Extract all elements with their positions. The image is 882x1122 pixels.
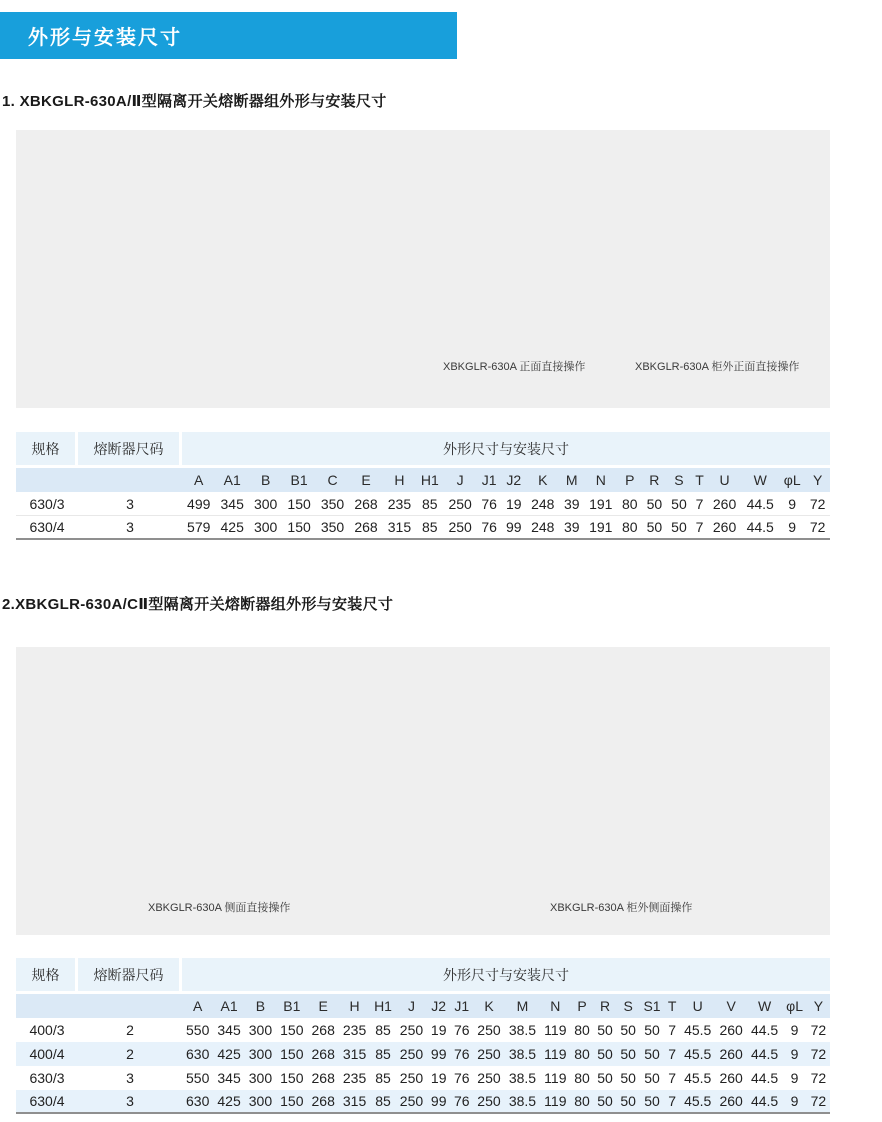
dim-letter-header: B xyxy=(245,994,276,1018)
dimensions-table xyxy=(16,958,830,1114)
figure-caption: XBKGLR-630A 柜外侧面操作 xyxy=(550,902,693,914)
dim-letter-header: K xyxy=(526,468,559,492)
dim-value-cell: 119 xyxy=(540,1066,570,1090)
spec-cell: 630/4 xyxy=(16,1090,78,1114)
dim-value-cell: 76 xyxy=(450,1090,473,1114)
dim-value-cell: 350 xyxy=(316,516,349,540)
dimensions-table-2 xyxy=(16,958,830,1114)
dim-value-cell: 50 xyxy=(640,1018,665,1042)
dim-letter-header: R xyxy=(594,994,617,1018)
dim-letter-header: M xyxy=(505,994,541,1018)
dim-value-cell: 72 xyxy=(807,1090,830,1114)
dim-value-cell: 550 xyxy=(182,1018,213,1042)
dim-value-cell: 85 xyxy=(370,1066,396,1090)
dim-value-cell: 250 xyxy=(473,1042,504,1066)
dim-value-cell: 45.5 xyxy=(680,1090,716,1114)
dim-value-cell: 250 xyxy=(473,1090,504,1114)
dim-value-cell: 315 xyxy=(339,1042,370,1066)
dim-letter-header: N xyxy=(540,994,570,1018)
dim-value-cell: 235 xyxy=(339,1066,370,1090)
dim-value-cell: 268 xyxy=(308,1018,339,1042)
dim-value-cell: 76 xyxy=(477,516,502,540)
dim-value-cell: 50 xyxy=(594,1042,617,1066)
table-row xyxy=(16,516,830,540)
dim-value-cell: 150 xyxy=(276,1090,307,1114)
dim-value-cell: 250 xyxy=(396,1042,427,1066)
dim-value-cell: 19 xyxy=(501,492,526,516)
fuse-size-cell: 3 xyxy=(78,1066,182,1090)
dim-letter-header: Y xyxy=(805,468,830,492)
dim-value-cell: 345 xyxy=(213,1018,244,1042)
dim-value-cell: 38.5 xyxy=(505,1042,541,1066)
dim-letter-header: T xyxy=(664,994,680,1018)
dim-value-cell: 80 xyxy=(570,1018,593,1042)
dim-value-cell: 9 xyxy=(782,1018,806,1042)
dim-letter-header: S xyxy=(667,468,692,492)
dim-letter-header: S xyxy=(617,994,640,1018)
spec-cell: 630/3 xyxy=(16,492,78,516)
dim-value-cell: 44.5 xyxy=(747,1042,783,1066)
fuse-size-cell: 2 xyxy=(78,1018,182,1042)
dim-value-cell: 425 xyxy=(215,516,248,540)
spacer-cell xyxy=(16,468,78,492)
dim-value-cell: 119 xyxy=(540,1042,570,1066)
dim-letter-header: M xyxy=(559,468,584,492)
dim-letter-header: T xyxy=(691,468,708,492)
dim-value-cell: 250 xyxy=(396,1066,427,1090)
dim-value-cell: 315 xyxy=(339,1090,370,1114)
dim-value-cell: 50 xyxy=(642,492,667,516)
dim-letter-header: H1 xyxy=(416,468,443,492)
dim-letter-header: A xyxy=(182,468,215,492)
dim-value-cell: 260 xyxy=(715,1066,746,1090)
dim-value-cell: 345 xyxy=(213,1066,244,1090)
dim-value-cell: 19 xyxy=(427,1018,450,1042)
dim-value-cell: 150 xyxy=(276,1066,307,1090)
dim-value-cell: 50 xyxy=(594,1018,617,1042)
table-row xyxy=(16,1066,830,1090)
dim-letter-header: A xyxy=(182,994,213,1018)
dim-value-cell: 7 xyxy=(664,1066,680,1090)
table-row xyxy=(16,1042,830,1066)
dim-value-cell: 191 xyxy=(584,516,617,540)
dim-letter-header: H xyxy=(383,468,416,492)
spec-cell: 400/3 xyxy=(16,1018,78,1042)
dimensions-group-header: 外形尺寸与安装尺寸 xyxy=(182,958,830,994)
dim-value-cell: 50 xyxy=(594,1066,617,1090)
dim-value-cell: 250 xyxy=(473,1018,504,1042)
dim-value-cell: 235 xyxy=(339,1018,370,1042)
dim-value-cell: 80 xyxy=(618,516,643,540)
dim-value-cell: 579 xyxy=(182,516,215,540)
dim-value-cell: 72 xyxy=(805,516,830,540)
dim-value-cell: 50 xyxy=(640,1042,665,1066)
dim-value-cell: 300 xyxy=(245,1090,276,1114)
dim-value-cell: 76 xyxy=(477,492,502,516)
dim-value-cell: 50 xyxy=(640,1066,665,1090)
dim-value-cell: 150 xyxy=(276,1018,307,1042)
dim-value-cell: 9 xyxy=(779,516,805,540)
dim-value-cell: 9 xyxy=(779,492,805,516)
dim-letter-header: J1 xyxy=(477,468,502,492)
dim-letter-header: P xyxy=(618,468,643,492)
dim-letter-header: B xyxy=(249,468,282,492)
figure-front-operation xyxy=(16,130,830,408)
dim-value-cell: 268 xyxy=(349,492,382,516)
dim-value-cell: 45.5 xyxy=(680,1066,716,1090)
dim-value-cell: 72 xyxy=(807,1066,830,1090)
dim-letter-header: B1 xyxy=(282,468,315,492)
dimensions-group-header: 外形尺寸与安装尺寸 xyxy=(182,432,830,468)
dim-letter-header: J1 xyxy=(450,994,473,1018)
dim-value-cell: 191 xyxy=(584,492,617,516)
table-row xyxy=(16,492,830,516)
spacer-cell xyxy=(16,994,78,1018)
table-row xyxy=(16,1018,830,1042)
dim-value-cell: 45.5 xyxy=(680,1018,716,1042)
dim-letter-header: S1 xyxy=(640,994,665,1018)
dim-letter-header: A1 xyxy=(215,468,248,492)
fuse-size-column-header: 熔断器尺码 xyxy=(78,432,182,468)
dimensions-table xyxy=(16,432,830,540)
dim-value-cell: 268 xyxy=(308,1090,339,1114)
dim-value-cell: 250 xyxy=(443,492,476,516)
dim-value-cell: 50 xyxy=(667,492,692,516)
figure-caption: XBKGLR-630A 正面直接操作 xyxy=(443,361,586,373)
dim-value-cell: 119 xyxy=(540,1090,570,1114)
dim-value-cell: 630 xyxy=(182,1042,213,1066)
dim-value-cell: 300 xyxy=(245,1042,276,1066)
dim-letter-header: W xyxy=(741,468,779,492)
figure-caption: XBKGLR-630A 柜外正面直接操作 xyxy=(635,361,800,373)
dim-value-cell: 19 xyxy=(427,1066,450,1090)
dim-value-cell: 76 xyxy=(450,1042,473,1066)
dim-value-cell: 425 xyxy=(213,1042,244,1066)
dim-letter-header: K xyxy=(473,994,504,1018)
spacer-cell xyxy=(78,468,182,492)
dim-value-cell: 76 xyxy=(450,1066,473,1090)
dim-value-cell: 76 xyxy=(450,1018,473,1042)
dim-letter-header: J xyxy=(396,994,427,1018)
dim-value-cell: 300 xyxy=(245,1018,276,1042)
dim-value-cell: 85 xyxy=(370,1018,396,1042)
dim-letter-header: Y xyxy=(807,994,830,1018)
dim-value-cell: 85 xyxy=(416,492,443,516)
dim-value-cell: 7 xyxy=(664,1042,680,1066)
spec-cell: 630/4 xyxy=(16,516,78,540)
dim-value-cell: 550 xyxy=(182,1066,213,1090)
dim-value-cell: 300 xyxy=(249,492,282,516)
spec-column-header: 规格 xyxy=(16,432,78,468)
dim-value-cell: 39 xyxy=(559,516,584,540)
dim-value-cell: 260 xyxy=(715,1042,746,1066)
section-1-heading: 1. XBKGLR-630A/Ⅱ型隔离开关熔断器组外形与安装尺寸 xyxy=(2,93,387,110)
dim-value-cell: 7 xyxy=(664,1018,680,1042)
dim-value-cell: 39 xyxy=(559,492,584,516)
dim-value-cell: 7 xyxy=(691,492,708,516)
dim-value-cell: 50 xyxy=(617,1066,640,1090)
dim-value-cell: 260 xyxy=(715,1090,746,1114)
dim-value-cell: 45.5 xyxy=(680,1042,716,1066)
dim-letter-header: R xyxy=(642,468,667,492)
dim-value-cell: 7 xyxy=(691,516,708,540)
dim-value-cell: 268 xyxy=(308,1042,339,1066)
dim-value-cell: 50 xyxy=(617,1042,640,1066)
dim-value-cell: 9 xyxy=(782,1066,806,1090)
dim-value-cell: 38.5 xyxy=(505,1090,541,1114)
dim-value-cell: 50 xyxy=(594,1090,617,1114)
dim-letter-header: E xyxy=(308,994,339,1018)
spec-column-header: 规格 xyxy=(16,958,78,994)
fuse-size-cell: 3 xyxy=(78,492,182,516)
figure-side-operation xyxy=(16,647,830,935)
dim-value-cell: 250 xyxy=(396,1018,427,1042)
dim-value-cell: 85 xyxy=(370,1042,396,1066)
dim-letter-header: A1 xyxy=(213,994,244,1018)
dim-value-cell: 50 xyxy=(642,516,667,540)
dim-value-cell: 85 xyxy=(416,516,443,540)
dim-value-cell: 80 xyxy=(570,1090,593,1114)
dim-value-cell: 44.5 xyxy=(741,492,779,516)
dim-value-cell: 38.5 xyxy=(505,1066,541,1090)
dim-value-cell: 260 xyxy=(715,1018,746,1042)
dim-value-cell: 44.5 xyxy=(747,1090,783,1114)
dim-letter-header: J2 xyxy=(501,468,526,492)
dim-value-cell: 99 xyxy=(427,1090,450,1114)
dim-letter-header: N xyxy=(584,468,617,492)
figure-caption: XBKGLR-630A 侧面直接操作 xyxy=(148,902,291,914)
dim-value-cell: 250 xyxy=(443,516,476,540)
fuse-size-cell: 2 xyxy=(78,1042,182,1066)
dim-letter-header: φL xyxy=(782,994,806,1018)
dim-value-cell: 268 xyxy=(349,516,382,540)
dim-value-cell: 44.5 xyxy=(747,1018,783,1042)
table-dim-letter-row xyxy=(16,994,830,1018)
fuse-size-cell: 3 xyxy=(78,1090,182,1114)
dim-value-cell: 50 xyxy=(617,1018,640,1042)
dim-value-cell: 7 xyxy=(664,1090,680,1114)
dim-value-cell: 630 xyxy=(182,1090,213,1114)
dim-value-cell: 50 xyxy=(617,1090,640,1114)
dim-value-cell: 268 xyxy=(308,1066,339,1090)
dim-value-cell: 300 xyxy=(245,1066,276,1090)
spec-cell: 630/3 xyxy=(16,1066,78,1090)
dim-value-cell: 248 xyxy=(526,492,559,516)
dim-value-cell: 44.5 xyxy=(741,516,779,540)
dim-value-cell: 315 xyxy=(383,516,416,540)
dim-letter-header: J2 xyxy=(427,994,450,1018)
dim-letter-header: E xyxy=(349,468,382,492)
dim-value-cell: 119 xyxy=(540,1018,570,1042)
dim-value-cell: 150 xyxy=(282,516,315,540)
dim-value-cell: 250 xyxy=(396,1090,427,1114)
section-banner xyxy=(0,12,457,59)
dim-value-cell: 99 xyxy=(501,516,526,540)
table-dim-letter-row xyxy=(16,468,830,492)
fuse-size-column-header: 熔断器尺码 xyxy=(78,958,182,994)
dim-letter-header: C xyxy=(316,468,349,492)
dim-value-cell: 80 xyxy=(570,1066,593,1090)
dim-value-cell: 300 xyxy=(249,516,282,540)
banner-title: 外形与安装尺寸 xyxy=(28,27,182,49)
dim-value-cell: 499 xyxy=(182,492,215,516)
dim-value-cell: 80 xyxy=(570,1042,593,1066)
dim-letter-header: V xyxy=(715,994,746,1018)
dim-letter-header: H xyxy=(339,994,370,1018)
spec-cell: 400/4 xyxy=(16,1042,78,1066)
fuse-size-cell: 3 xyxy=(78,516,182,540)
section-2-heading: 2.XBKGLR-630A/CⅡ型隔离开关熔断器组外形与安装尺寸 xyxy=(2,596,394,613)
dim-value-cell: 9 xyxy=(782,1090,806,1114)
dim-value-cell: 425 xyxy=(213,1090,244,1114)
dim-value-cell: 38.5 xyxy=(505,1018,541,1042)
dim-value-cell: 248 xyxy=(526,516,559,540)
dim-letter-header: φL xyxy=(779,468,805,492)
dim-value-cell: 72 xyxy=(807,1042,830,1066)
dim-letter-header: J xyxy=(443,468,476,492)
dim-value-cell: 9 xyxy=(782,1042,806,1066)
dimensions-table-1 xyxy=(16,432,830,540)
dim-value-cell: 72 xyxy=(807,1018,830,1042)
dim-letter-header: P xyxy=(570,994,593,1018)
dim-value-cell: 345 xyxy=(215,492,248,516)
dim-value-cell: 150 xyxy=(276,1042,307,1066)
dim-letter-header: H1 xyxy=(370,994,396,1018)
dim-letter-header: U xyxy=(680,994,716,1018)
dim-value-cell: 250 xyxy=(473,1066,504,1090)
dim-value-cell: 150 xyxy=(282,492,315,516)
table-header-group-row xyxy=(16,958,830,994)
spacer-cell xyxy=(78,994,182,1018)
dim-value-cell: 72 xyxy=(805,492,830,516)
dim-letter-header: U xyxy=(708,468,741,492)
dim-value-cell: 80 xyxy=(618,492,643,516)
dim-value-cell: 50 xyxy=(667,516,692,540)
dim-value-cell: 85 xyxy=(370,1090,396,1114)
dim-letter-header: B1 xyxy=(276,994,307,1018)
dim-value-cell: 44.5 xyxy=(747,1066,783,1090)
dim-value-cell: 260 xyxy=(708,516,741,540)
dim-value-cell: 50 xyxy=(640,1090,665,1114)
dim-letter-header: W xyxy=(747,994,783,1018)
dim-value-cell: 350 xyxy=(316,492,349,516)
dim-value-cell: 99 xyxy=(427,1042,450,1066)
dim-value-cell: 260 xyxy=(708,492,741,516)
table-header-group-row xyxy=(16,432,830,468)
table-row xyxy=(16,1090,830,1114)
dim-value-cell: 235 xyxy=(383,492,416,516)
